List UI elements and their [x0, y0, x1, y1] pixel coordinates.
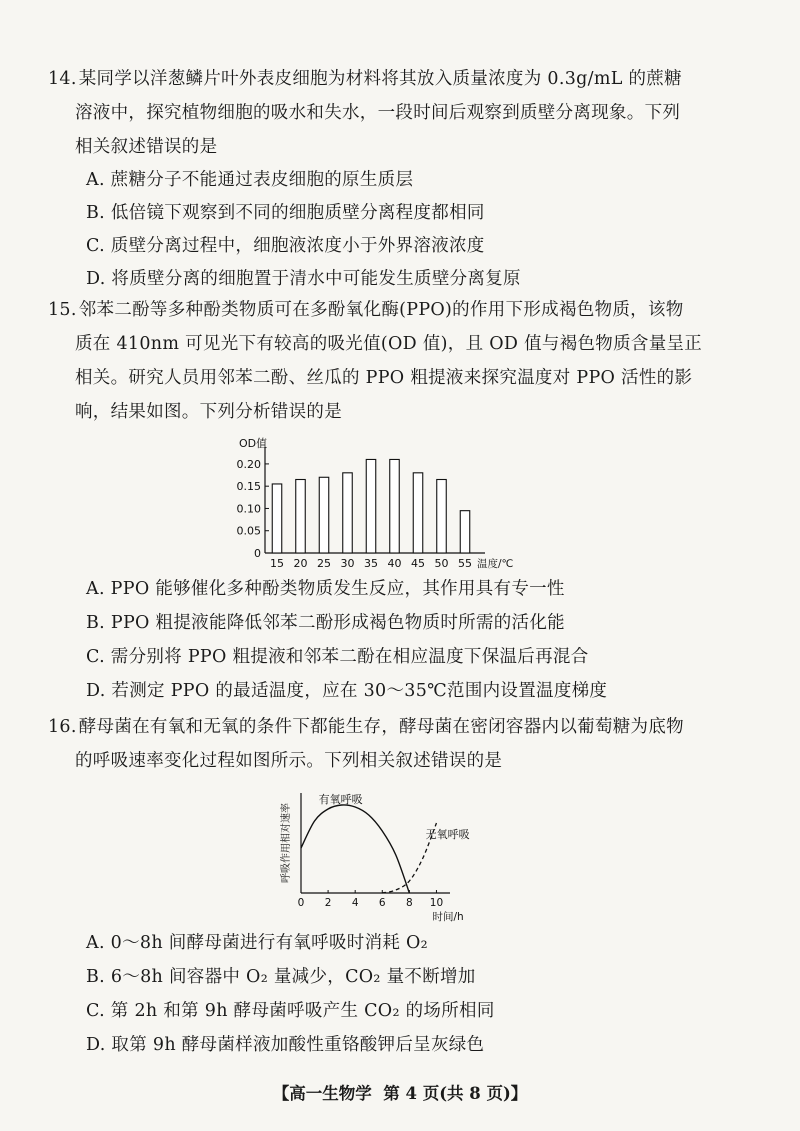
bar	[460, 511, 470, 553]
x-axis-label: 时间/h	[432, 911, 464, 923]
question-number: 14.	[48, 69, 77, 89]
option-d: D. 若测定 PPO 的最适温度，应在 30～35℃范围内设置温度梯度	[86, 681, 608, 701]
option-b: B. 6～8h 间容器中 O₂ 量减少，CO₂ 量不断增加	[86, 967, 476, 987]
od-bar-chart	[225, 435, 545, 575]
x-tick-label: 8	[406, 897, 413, 909]
bar	[390, 459, 400, 553]
stem-line: 相关。研究人员用邻苯二酚、丝瓜的 PPO 粗提液来探究温度对 PPO 活性的影	[75, 368, 693, 388]
option-a: A. 蔗糖分子不能通过表皮细胞的原生质层	[86, 170, 414, 190]
bar	[272, 484, 282, 553]
question-14-stem	[48, 62, 748, 164]
y-tick-label: 0.20	[236, 457, 261, 471]
x-tick-label: 50	[434, 557, 449, 570]
bar	[296, 480, 306, 554]
footer-bracket-left: 【	[272, 1084, 290, 1103]
x-tick-label: 4	[351, 897, 359, 909]
x-tick-label: 6	[378, 897, 386, 909]
series-label-anaerobic: 无氧呼吸	[425, 828, 470, 841]
option-d: D. 取第 9h 酵母菌样液加酸性重铬酸钾后呈灰绿色	[86, 1035, 485, 1055]
option-c: C. 第 2h 和第 9h 酵母菌呼吸产生 CO₂ 的场所相同	[86, 1001, 495, 1021]
stem-line: 响，结果如图。下列分析错误的是	[75, 402, 342, 422]
stem-line: 质在 410nm 可见光下有较高的吸光值(OD 值)，且 OD 值与褐色物质含量呈正	[75, 334, 703, 354]
aerobic-respiration-line	[301, 805, 409, 893]
option-b: B. 低倍镜下观察到不同的细胞质壁分离程度都相同	[86, 203, 485, 223]
x-tick-label: 35	[364, 557, 378, 570]
option-d: D. 将质壁分离的细胞置于清水中可能发生质壁分离复原	[86, 269, 521, 289]
bar	[319, 477, 329, 553]
stem-line: 酵母菌在有氧和无氧的条件下都能生存，酵母菌在密闭容器内以葡萄糖为底物	[78, 717, 684, 737]
footer-subject: 高一生物学	[289, 1084, 372, 1103]
bar	[343, 473, 353, 553]
question-15-stem	[48, 293, 748, 429]
y-tick-label: 0.10	[236, 502, 261, 516]
y-tick-label: 0	[254, 547, 261, 560]
y-tick-label: 0.05	[236, 524, 261, 538]
footer-bracket-right: 】	[510, 1084, 528, 1103]
x-tick-label: 25	[317, 557, 331, 570]
option-c: C. 质壁分离过程中，细胞液浓度小于外界溶液浓度	[86, 236, 485, 256]
option-c: C. 需分别将 PPO 粗提液和邻苯二酚在相应温度下保温后再混合	[86, 647, 589, 667]
y-axis-label: 呼吸作用相对速率	[281, 803, 292, 883]
x-tick-label: 55	[458, 557, 472, 570]
bar	[437, 480, 447, 554]
stem-line: 溶液中，探究植物细胞的吸水和失水，一段时间后观察到质壁分离现象。下列	[75, 103, 681, 123]
question-number: 15.	[48, 300, 77, 320]
x-tick-label: 2	[324, 897, 332, 909]
x-tick-label: 40	[387, 557, 402, 570]
stem-line: 的呼吸速率变化过程如图所示。下列相关叙述错误的是	[75, 751, 503, 771]
question-16-stem	[48, 710, 748, 778]
series-label-aerobic: 有氧呼吸	[318, 793, 363, 806]
page-footer	[0, 1080, 800, 1104]
bar	[413, 473, 423, 553]
bar	[366, 459, 376, 553]
y-tick-label: 0.15	[236, 480, 261, 494]
stem-line: 某同学以洋葱鳞片叶外表皮细胞为材料将其放入质量浓度为 0.3g/mL 的蔗糖	[78, 69, 682, 89]
x-tick-label: 15	[270, 557, 284, 570]
x-axis-label: 温度/℃	[477, 558, 514, 570]
stem-line: 邻苯二酚等多种酚类物质可在多酚氧化酶(PPO)的作用下形成褐色物质，该物	[78, 300, 684, 320]
question-number: 16.	[48, 717, 77, 737]
option-a: A. PPO 能够催化多种酚类物质发生反应，其作用具有专一性	[86, 579, 565, 599]
y-axis-label: OD值	[239, 437, 268, 450]
respiration-line-chart	[275, 785, 515, 925]
x-tick-label: 10	[429, 897, 444, 909]
stem-line: 相关叙述错误的是	[75, 137, 218, 157]
x-tick-label: 45	[411, 557, 425, 570]
x-tick-label: 30	[340, 557, 355, 570]
x-tick-label: 20	[293, 557, 308, 570]
x-tick-label: 0	[297, 897, 305, 909]
option-a: A. 0～8h 间酵母菌进行有氧呼吸时消耗 O₂	[86, 933, 428, 953]
footer-page-info: 第 4 页(共 8 页)	[383, 1084, 511, 1103]
option-b: B. PPO 粗提液能降低邻苯二酚形成褐色物质时所需的活化能	[86, 613, 565, 633]
